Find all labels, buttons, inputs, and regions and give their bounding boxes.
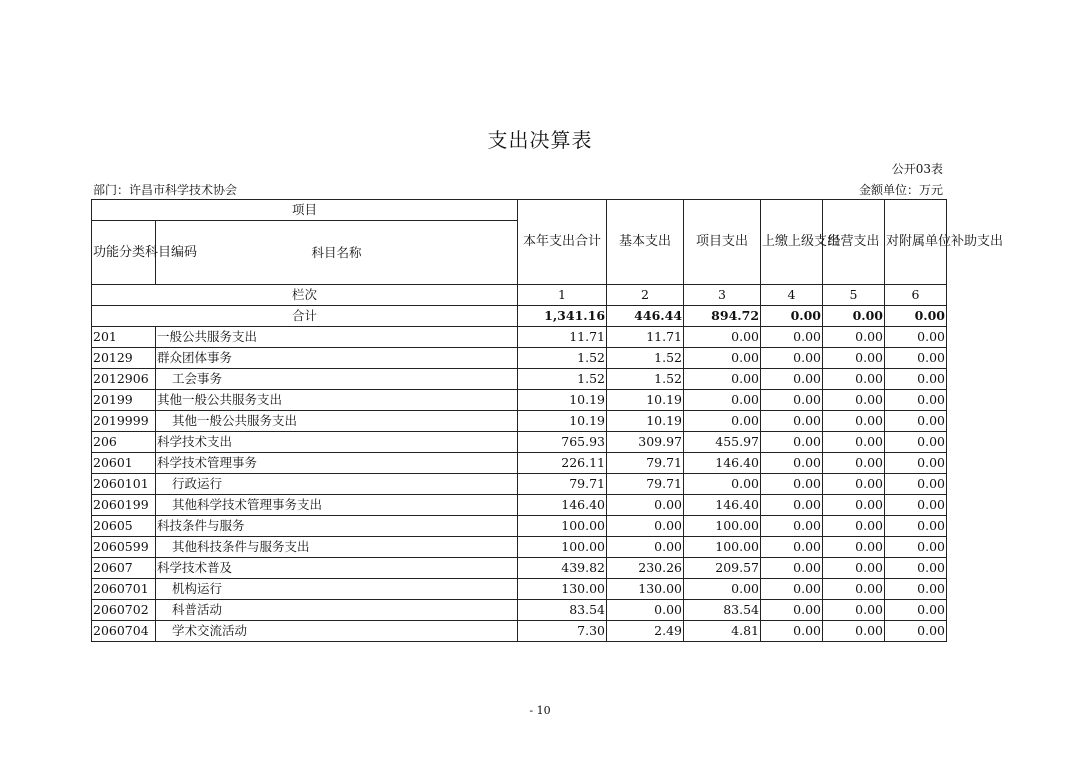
row-name: 行政运行 [156, 474, 518, 495]
row-code: 2060101 [92, 474, 156, 495]
row-value-4: 0.00 [761, 390, 823, 411]
row-value-3: 0.00 [684, 348, 761, 369]
row-value-3: 4.81 [684, 621, 761, 642]
row-value-2: 1.52 [607, 348, 684, 369]
row-value-1: 130.00 [518, 579, 607, 600]
row-value-1: 83.54 [518, 600, 607, 621]
row-code: 20601 [92, 453, 156, 474]
row-value-5: 0.00 [823, 369, 885, 390]
row-value-1: 10.19 [518, 390, 607, 411]
row-value-3: 83.54 [684, 600, 761, 621]
total-row [92, 306, 947, 327]
row-name: 科学技术管理事务 [156, 453, 518, 474]
header-upper-remit: 上缴上级支出 [761, 200, 823, 285]
table-row [92, 390, 947, 411]
row-value-3: 100.00 [684, 516, 761, 537]
row-value-1: 100.00 [518, 516, 607, 537]
row-value-2: 79.71 [607, 453, 684, 474]
row-name: 工会事务 [156, 369, 518, 390]
row-value-1: 1.52 [518, 369, 607, 390]
row-value-6: 0.00 [885, 516, 947, 537]
header-business-expenditure: 经营支出 [823, 200, 885, 285]
row-value-4: 0.00 [761, 474, 823, 495]
table-row [92, 411, 947, 432]
table-row [92, 558, 947, 579]
row-code: 2060702 [92, 600, 156, 621]
header-subject-name: 科目名称 [156, 221, 518, 285]
row-code: 2060199 [92, 495, 156, 516]
row-value-5: 0.00 [823, 348, 885, 369]
row-value-6: 0.00 [885, 579, 947, 600]
row-code: 20129 [92, 348, 156, 369]
page-title: 支出决算表 [487, 128, 593, 152]
row-value-2: 10.19 [607, 411, 684, 432]
row-value-4: 0.00 [761, 432, 823, 453]
unit-label: 金额单位：万元 [858, 183, 943, 197]
row-value-5: 0.00 [823, 474, 885, 495]
row-value-4: 0.00 [761, 348, 823, 369]
row-value-4: 0.00 [761, 558, 823, 579]
row-value-1: 7.30 [518, 621, 607, 642]
total-value-1: 1,341.16 [518, 306, 607, 327]
row-value-1: 1.52 [518, 348, 607, 369]
row-value-6: 0.00 [885, 558, 947, 579]
total-value-6: 0.00 [885, 306, 947, 327]
row-value-3: 209.57 [684, 558, 761, 579]
row-name: 机构运行 [156, 579, 518, 600]
header-total-expenditure: 本年支出合计 [518, 200, 607, 285]
row-value-6: 0.00 [885, 369, 947, 390]
row-code: 2060704 [92, 621, 156, 642]
row-value-3: 146.40 [684, 453, 761, 474]
row-value-6: 0.00 [885, 348, 947, 369]
page-number: - 10 [529, 704, 551, 717]
row-value-2: 130.00 [607, 579, 684, 600]
row-value-6: 0.00 [885, 474, 947, 495]
header-subsidiary-subsidy: 对附属单位补助支出 [885, 200, 947, 285]
row-value-1: 439.82 [518, 558, 607, 579]
row-value-6: 0.00 [885, 537, 947, 558]
table-row [92, 453, 947, 474]
header-project-expenditure: 项目支出 [684, 200, 761, 285]
row-value-2: 79.71 [607, 474, 684, 495]
row-value-5: 0.00 [823, 411, 885, 432]
row-value-1: 765.93 [518, 432, 607, 453]
column-index-row [92, 285, 947, 306]
row-code: 2060701 [92, 579, 156, 600]
table-row [92, 600, 947, 621]
row-value-4: 0.00 [761, 516, 823, 537]
row-name: 学术交流活动 [156, 621, 518, 642]
row-value-6: 0.00 [885, 621, 947, 642]
row-value-6: 0.00 [885, 390, 947, 411]
row-value-3: 0.00 [684, 327, 761, 348]
row-value-6: 0.00 [885, 600, 947, 621]
row-value-1: 11.71 [518, 327, 607, 348]
header-basic-expenditure: 基本支出 [607, 200, 684, 285]
row-code: 2019999 [92, 411, 156, 432]
row-name: 科普活动 [156, 600, 518, 621]
row-value-3: 0.00 [684, 474, 761, 495]
row-value-6: 0.00 [885, 327, 947, 348]
header-func-code: 功能分类科目编码 [92, 221, 156, 285]
row-name: 其他一般公共服务支出 [156, 411, 518, 432]
header-project: 项目 [92, 200, 518, 221]
row-value-3: 0.00 [684, 411, 761, 432]
row-code: 206 [92, 432, 156, 453]
row-value-3: 0.00 [684, 390, 761, 411]
row-name: 群众团体事务 [156, 348, 518, 369]
row-value-2: 0.00 [607, 495, 684, 516]
row-value-1: 226.11 [518, 453, 607, 474]
row-value-3: 100.00 [684, 537, 761, 558]
row-value-1: 100.00 [518, 537, 607, 558]
row-name: 科技条件与服务 [156, 516, 518, 537]
row-code: 2060599 [92, 537, 156, 558]
row-value-4: 0.00 [761, 537, 823, 558]
row-value-2: 0.00 [607, 516, 684, 537]
table-row [92, 537, 947, 558]
total-label: 合计 [92, 306, 518, 327]
table-row [92, 474, 947, 495]
row-value-4: 0.00 [761, 411, 823, 432]
table-row [92, 516, 947, 537]
table-row [92, 579, 947, 600]
row-value-6: 0.00 [885, 495, 947, 516]
row-value-3: 0.00 [684, 579, 761, 600]
row-code: 20607 [92, 558, 156, 579]
column-index-4: 4 [761, 285, 823, 306]
row-value-1: 10.19 [518, 411, 607, 432]
total-value-5: 0.00 [823, 306, 885, 327]
row-value-5: 0.00 [823, 390, 885, 411]
row-value-2: 2.49 [607, 621, 684, 642]
total-value-3: 894.72 [684, 306, 761, 327]
column-index-5: 5 [823, 285, 885, 306]
column-index-3: 3 [684, 285, 761, 306]
row-value-5: 0.00 [823, 327, 885, 348]
row-value-6: 0.00 [885, 411, 947, 432]
row-value-6: 0.00 [885, 432, 947, 453]
row-value-2: 309.97 [607, 432, 684, 453]
expenditure-table [91, 199, 1004, 642]
row-value-4: 0.00 [761, 327, 823, 348]
department-label: 部门：许昌市科学技术协会 [93, 183, 238, 197]
row-value-5: 0.00 [823, 558, 885, 579]
row-code: 20605 [92, 516, 156, 537]
row-code: 20199 [92, 390, 156, 411]
row-value-2: 230.26 [607, 558, 684, 579]
row-value-4: 0.00 [761, 579, 823, 600]
row-value-3: 0.00 [684, 369, 761, 390]
row-name: 其他一般公共服务支出 [156, 390, 518, 411]
row-name: 其他科技条件与服务支出 [156, 537, 518, 558]
row-name: 一般公共服务支出 [156, 327, 518, 348]
row-value-4: 0.00 [761, 621, 823, 642]
row-value-1: 146.40 [518, 495, 607, 516]
row-value-4: 0.00 [761, 600, 823, 621]
row-value-2: 0.00 [607, 537, 684, 558]
table-row [92, 432, 947, 453]
form-code: 公开03表 [891, 162, 943, 176]
row-value-4: 0.00 [761, 369, 823, 390]
row-value-4: 0.00 [761, 453, 823, 474]
row-value-5: 0.00 [823, 432, 885, 453]
row-code: 201 [92, 327, 156, 348]
table-row [92, 495, 947, 516]
row-value-2: 10.19 [607, 390, 684, 411]
row-value-1: 79.71 [518, 474, 607, 495]
row-value-2: 11.71 [607, 327, 684, 348]
column-index-label: 栏次 [92, 285, 518, 306]
row-value-2: 1.52 [607, 369, 684, 390]
row-value-2: 0.00 [607, 600, 684, 621]
row-name: 科学技术支出 [156, 432, 518, 453]
row-value-5: 0.00 [823, 537, 885, 558]
total-value-4: 0.00 [761, 306, 823, 327]
column-index-2: 2 [607, 285, 684, 306]
row-value-6: 0.00 [885, 453, 947, 474]
row-value-5: 0.00 [823, 600, 885, 621]
row-code: 2012906 [92, 369, 156, 390]
row-value-5: 0.00 [823, 516, 885, 537]
column-index-1: 1 [518, 285, 607, 306]
row-value-5: 0.00 [823, 495, 885, 516]
row-name: 科学技术普及 [156, 558, 518, 579]
row-name: 其他科学技术管理事务支出 [156, 495, 518, 516]
table-row [92, 327, 947, 348]
row-value-3: 146.40 [684, 495, 761, 516]
total-value-2: 446.44 [607, 306, 684, 327]
column-index-6: 6 [885, 285, 947, 306]
row-value-4: 0.00 [761, 495, 823, 516]
row-value-3: 455.97 [684, 432, 761, 453]
row-value-5: 0.00 [823, 621, 885, 642]
row-value-5: 0.00 [823, 453, 885, 474]
row-value-5: 0.00 [823, 579, 885, 600]
table-row [92, 621, 947, 642]
table-row [92, 369, 947, 390]
table-row [92, 348, 947, 369]
